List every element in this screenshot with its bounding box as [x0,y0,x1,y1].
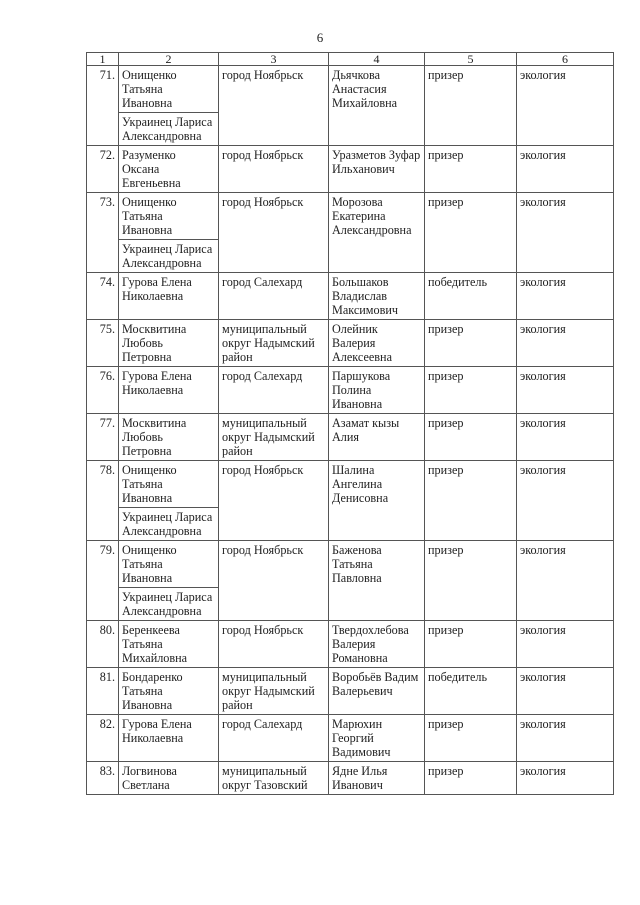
result-status: призер [425,146,517,193]
teacher-name: Онищенко Татьяна Ивановна [119,461,219,508]
municipality: город Салехард [219,273,329,320]
subject: экология [517,146,614,193]
row-number: 80. [87,621,119,668]
row-number: 77. [87,414,119,461]
results-table-body [87,53,614,795]
row-number: 75. [87,320,119,367]
teacher-name: Гурова Елена Николаевна [119,715,219,762]
teacher-name: Украинец Лариса Александровна [119,113,219,146]
header-row [87,53,614,66]
teacher-name: Украинец Лариса Александровна [119,240,219,273]
column-header: 6 [517,53,614,66]
table-row [87,762,614,795]
row-number: 73. [87,193,119,273]
municipality: город Ноябрьск [219,66,329,146]
student-name: Большаков Владислав Максимович [329,273,425,320]
municipality: муниципальный округ Надымский район [219,414,329,461]
student-name: Дьячкова Анастасия Михайловна [329,66,425,146]
subject: экология [517,367,614,414]
subject: экология [517,715,614,762]
student-name: Уразметов Зуфар Ильханович [329,146,425,193]
table-row [87,668,614,715]
row-number: 82. [87,715,119,762]
subject: экология [517,66,614,146]
row-number: 76. [87,367,119,414]
teacher-name: Москвитина Любовь Петровна [119,320,219,367]
municipality: муниципальный округ Надымский район [219,668,329,715]
result-status: призер [425,193,517,273]
teacher-name: Онищенко Татьяна Ивановна [119,193,219,240]
row-number: 83. [87,762,119,795]
page-number: 6 [316,30,324,45]
municipality: город Ноябрьск [219,146,329,193]
row-number: 72. [87,146,119,193]
result-status: призер [425,461,517,541]
student-name: Шалина Ангелина Денисовна [329,461,425,541]
table-row [87,414,614,461]
student-name: Паршукова Полина Ивановна [329,367,425,414]
column-header: 5 [425,53,517,66]
result-status: призер [425,414,517,461]
column-header: 1 [87,53,119,66]
teacher-name: Гурова Елена Николаевна [119,367,219,414]
table-row [87,715,614,762]
teacher-name: Беренкеева Татьяна Михайловна [119,621,219,668]
subject: экология [517,621,614,668]
municipality: город Ноябрьск [219,621,329,668]
teacher-name: Разуменко Оксана Евгеньевна [119,146,219,193]
table-row [87,193,614,240]
teacher-name: Логвинова Светлана [119,762,219,795]
result-status: призер [425,66,517,146]
row-number: 79. [87,541,119,621]
column-header: 3 [219,53,329,66]
municipality: город Салехард [219,367,329,414]
table-row [87,66,614,113]
student-name: Азамат кызы Алия [329,414,425,461]
result-status: победитель [425,273,517,320]
table-row [87,146,614,193]
row-number: 78. [87,461,119,541]
subject: экология [517,668,614,715]
teacher-name: Москвитина Любовь Петровна [119,414,219,461]
municipality: муниципальный округ Тазовский [219,762,329,795]
student-name: Баженова Татьяна Павловна [329,541,425,621]
subject: экология [517,273,614,320]
student-name: Морозова Екатерина Александровна [329,193,425,273]
teacher-name: Онищенко Татьяна Ивановна [119,541,219,588]
subject: экология [517,461,614,541]
table-row [87,461,614,508]
row-number: 74. [87,273,119,320]
result-status: призер [425,541,517,621]
municipality: город Салехард [219,715,329,762]
student-name: Марюхин Георгий Вадимович [329,715,425,762]
subject: экология [517,414,614,461]
teacher-name: Бондаренко Татьяна Ивановна [119,668,219,715]
municipality: город Ноябрьск [219,193,329,273]
row-number: 81. [87,668,119,715]
subject: экология [517,320,614,367]
table-row [87,541,614,588]
table-row [87,367,614,414]
table-row [87,273,614,320]
result-status: призер [425,715,517,762]
table-row [87,320,614,367]
row-number: 71. [87,66,119,146]
result-status: призер [425,320,517,367]
results-table [86,52,614,795]
result-status: призер [425,762,517,795]
subject: экология [517,193,614,273]
student-name: Ядне Илья Иванович [329,762,425,795]
teacher-name: Онищенко Татьяна Ивановна [119,66,219,113]
student-name: Твердохлебова Валерия Романовна [329,621,425,668]
municipality: город Ноябрьск [219,461,329,541]
municipality: муниципальный округ Надымский район [219,320,329,367]
teacher-name: Украинец Лариса Александровна [119,588,219,621]
student-name: Воробьёв Вадим Валерьевич [329,668,425,715]
result-status: призер [425,367,517,414]
column-header: 4 [329,53,425,66]
result-status: победитель [425,668,517,715]
subject: экология [517,762,614,795]
table-row [87,621,614,668]
subject: экология [517,541,614,621]
teacher-name: Гурова Елена Николаевна [119,273,219,320]
teacher-name: Украинец Лариса Александровна [119,508,219,541]
student-name: Олейник Валерия Алексеевна [329,320,425,367]
result-status: призер [425,621,517,668]
column-header: 2 [119,53,219,66]
municipality: город Ноябрьск [219,541,329,621]
